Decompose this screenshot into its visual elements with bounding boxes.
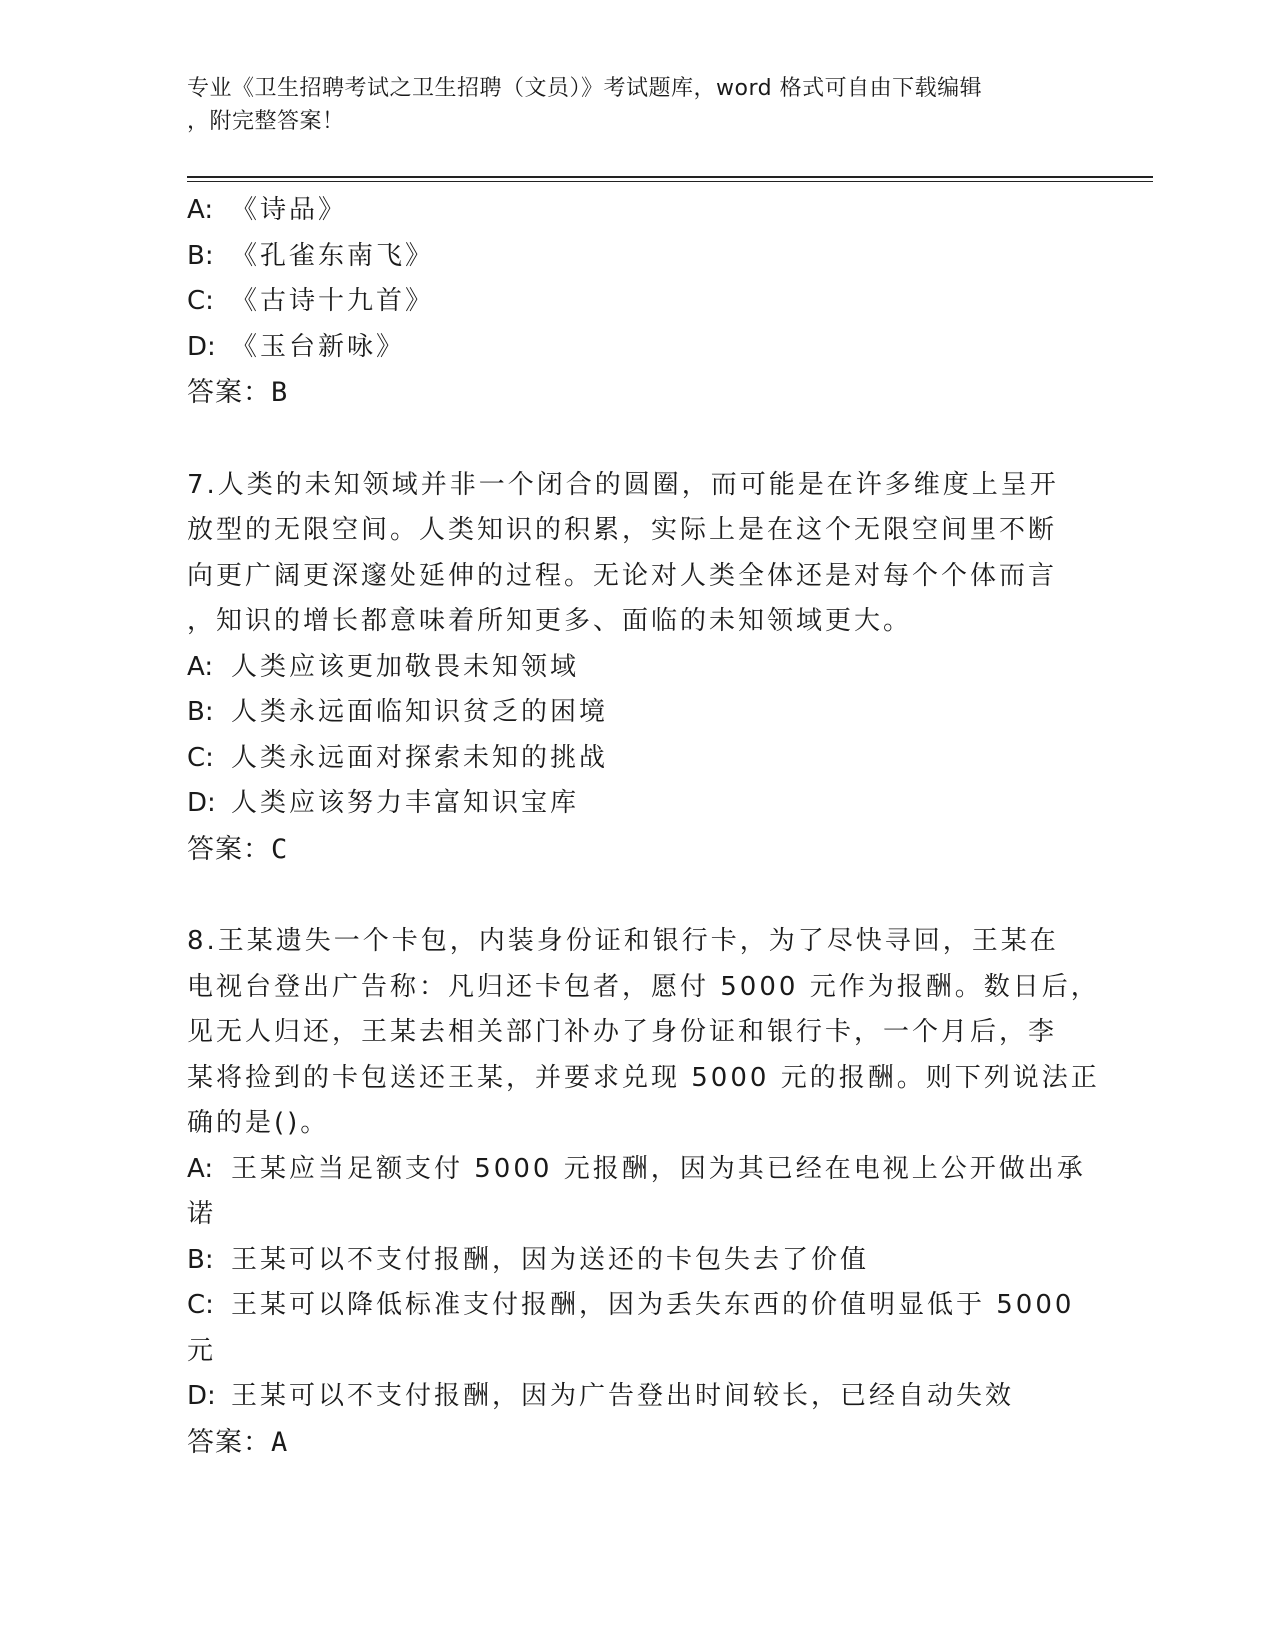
header-line-1: 专业《卫生招聘考试之卫生招聘（文员）》考试题库，word 格式可自由下载编辑 — [187, 76, 983, 101]
option-text: 王某应当足额支付 5000 元报酬，因为其已经在电视上公开做出承 — [231, 1153, 1086, 1184]
question-8 — [187, 919, 1100, 1465]
option-c — [187, 736, 1087, 782]
answer-line — [187, 827, 1087, 873]
option-c-continuation: 元 — [187, 1335, 217, 1366]
question-stem-line: 某将捡到的卡包送还王某，并要求兑现 5000 元的报酬。则下列说法正 — [187, 1062, 1100, 1093]
question-7 — [187, 463, 1087, 873]
option-a — [187, 645, 1087, 691]
option-text: 《玉台新咏》 — [231, 331, 406, 362]
option-text: 人类应该努力丰富知识宝库 — [231, 788, 580, 818]
header-divider-thick — [187, 176, 1153, 178]
answer-value: A — [271, 1426, 289, 1458]
header-line-2: ，附完整答案！ — [187, 109, 345, 134]
question-stem-line: 8.王某遗失一个卡包，内装身份证和银行卡，为了尽快寻回，王某在 — [187, 926, 1059, 956]
answer-prefix: 答案： — [187, 833, 271, 865]
option-a — [187, 1147, 1087, 1193]
option-text: 王某可以不支付报酬，因为送还的卡包失去了价值 — [231, 1244, 870, 1275]
option-text: 人类永远面临知识贫乏的困境 — [231, 697, 609, 727]
question-gap — [187, 416, 1087, 463]
answer-line — [187, 370, 1087, 416]
option-label: D: — [187, 1381, 216, 1411]
option-label: A: — [187, 651, 214, 682]
question-content — [187, 188, 1100, 1465]
answer-prefix: 答案： — [187, 1426, 271, 1458]
option-text: 人类应该更加敬畏未知领域 — [231, 651, 580, 682]
option-d — [187, 1374, 1087, 1420]
answer-prefix: 答案： — [187, 377, 271, 408]
answer-line — [187, 1420, 1087, 1466]
option-a-continuation: 诺 — [187, 1199, 217, 1229]
option-label: B: — [187, 697, 214, 727]
option-label: A: — [187, 195, 214, 225]
question-stem-line: ，知识的增长都意味着所知更多、面临的未知领域更大。 — [187, 606, 913, 636]
option-c — [187, 279, 1087, 325]
option-b — [187, 1238, 1087, 1284]
question-6 — [187, 188, 1087, 416]
option-label: C: — [187, 1290, 214, 1320]
option-text: 《古诗十九首》 — [231, 286, 435, 316]
question-stem-line: 7.人类的未知领域并非一个闭合的圆圈，而可能是在许多维度上呈开 — [187, 469, 1059, 500]
question-stem-line: 电视台登出广告称：凡归还卡包者，愿付 5000 元作为报酬。数日后， — [187, 971, 1100, 1002]
option-text: 人类永远面对探索未知的挑战 — [231, 742, 609, 773]
question-stem-line: 确的是()。 — [187, 1108, 330, 1138]
header-divider-thin — [187, 181, 1153, 182]
option-label: B: — [187, 240, 214, 271]
option-a — [187, 188, 1087, 234]
option-b — [187, 690, 1087, 736]
option-text: 《孔雀东南飞》 — [231, 240, 435, 271]
option-label: C: — [187, 286, 214, 316]
option-label: B: — [187, 1244, 214, 1275]
option-d — [187, 781, 1087, 827]
option-text: 《诗品》 — [231, 195, 348, 225]
question-stem-line: 向更广阔更深邃处延伸的过程。无论对人类全体还是对每个个体而言 — [187, 560, 1058, 591]
option-label: D: — [187, 788, 216, 818]
question-stem-line: 放型的无限空间。人类知识的积累，实际上是在这个无限空间里不断 — [187, 515, 1058, 545]
page-header — [187, 72, 1087, 138]
option-b — [187, 234, 1087, 280]
option-text: 王某可以降低标准支付报酬，因为丢失东西的价值明显低于 5000 — [231, 1290, 1075, 1320]
question-stem-line: 见无人归还，王某去相关部门补办了身份证和银行卡，一个月后，李 — [187, 1017, 1058, 1047]
answer-value: C — [271, 833, 289, 865]
option-text: 王某可以不支付报酬，因为广告登出时间较长，已经自动失效 — [231, 1381, 1015, 1411]
option-label: A: — [187, 1153, 214, 1184]
question-gap — [187, 872, 1087, 919]
answer-value: B — [271, 377, 289, 408]
option-label: D: — [187, 331, 216, 362]
option-d — [187, 325, 1087, 371]
option-c — [187, 1283, 1087, 1329]
option-label: C: — [187, 742, 214, 773]
